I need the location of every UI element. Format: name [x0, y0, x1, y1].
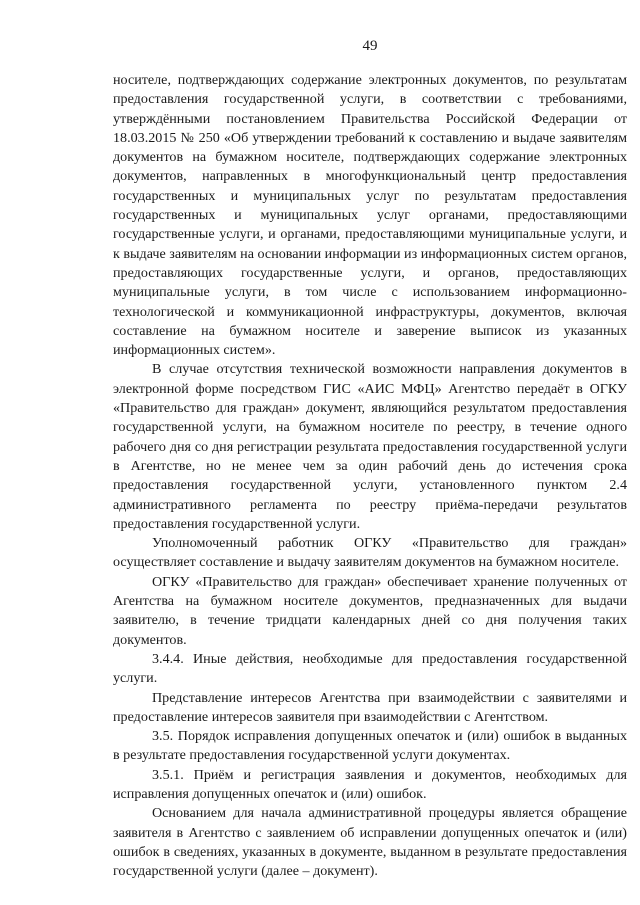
paragraph-grounds: Основанием для начала административной процедуры является обращение заявителя в Агентство с заявлением об исправлении допущенных опечаток и (или) ошибок в сведениях, указанных в документе, выданном в результате предоставления государственной услуги (далее – документ).: [113, 805, 627, 880]
section-3-5-heading: 3.5. Порядок исправления допущенных опечаток и (или) ошибок в выданных в результате предоставления государственной услуги документах.: [113, 728, 627, 764]
section-3-5-1: 3.5.1. Приём и регистрация заявления и документов, необходимых для исправления допущенных опечаток и (или) ошибок.: [113, 766, 627, 802]
paragraph-representation: Представление интересов Агентства при взаимодействии с заявителями и предоставление интересов заявителя при взаимодействии с Агентством.: [113, 689, 627, 725]
paragraph-technical-impossibility: В случае отсутствия технической возможности направления документов в электронной форме посредством ГИС «АИС МФЦ» Агентство передаёт в ОГКУ «Правительство для граждан» документ, являющийся результатом предоставления государственной услуги, на бумажном носителе по реестру, в течение одного рабочего дня со дня регистрации результата предоставления государственной услуги в Агентстве, но не менее чем за один рабочий день до истечения срока предоставления государственной услуги, установленного пунктом 2.4 административного регламента по реестру приёма-передачи результатов предоставления государственной услуги.: [113, 361, 627, 532]
paragraph-storage: ОГКУ «Правительство для граждан» обеспечивает хранение полученных от Агентства на бумажном носителе документов, предназначенных для выдачи заявителю, в течение тридцати календарных дней со дня получения таких документов.: [113, 573, 627, 648]
paragraph-continuation: носителе, подтверждающих содержание электронных документов, по результатам предоставления государственной услуги, в соответствии с требованиями, утверждёнными постановлением Правительства Российской Федерации от 18.03.2015 № 250 «Об утверждении требований к составлению и выдаче заявителям документов на бумажном носителе, подтверждающих содержание электронных документов, направленных в многофункциональный центр предоставления государственных и муниципальных услуг по результатам предоставления государственных и муниципальных услуг органами, предоставляющими государственные услуги, и органами, предоставляющими муниципальные услуги, и к выдаче заявителям на основании информации из информационных систем органов, предоставляющих государственные услуги, и органов, предоставляющих муниципальные услуги, в том числе с использованием информационно-технологической и коммуникационной инфраструктуры, документов, включая составление на бумажном носителе и заверение выписок из указанных информационных систем».: [113, 72, 627, 359]
section-3-4-4: 3.4.4. Иные действия, необходимые для предоставления государственной услуги.: [113, 650, 627, 687]
page-number: 49: [362, 38, 378, 54]
document-body: [113, 71, 627, 881]
paragraph-authorized-worker: Уполномоченный работник ОГКУ «Правительство для граждан» осуществляет составление и выдачу заявителям документов на бумажном носителе.: [113, 535, 627, 571]
